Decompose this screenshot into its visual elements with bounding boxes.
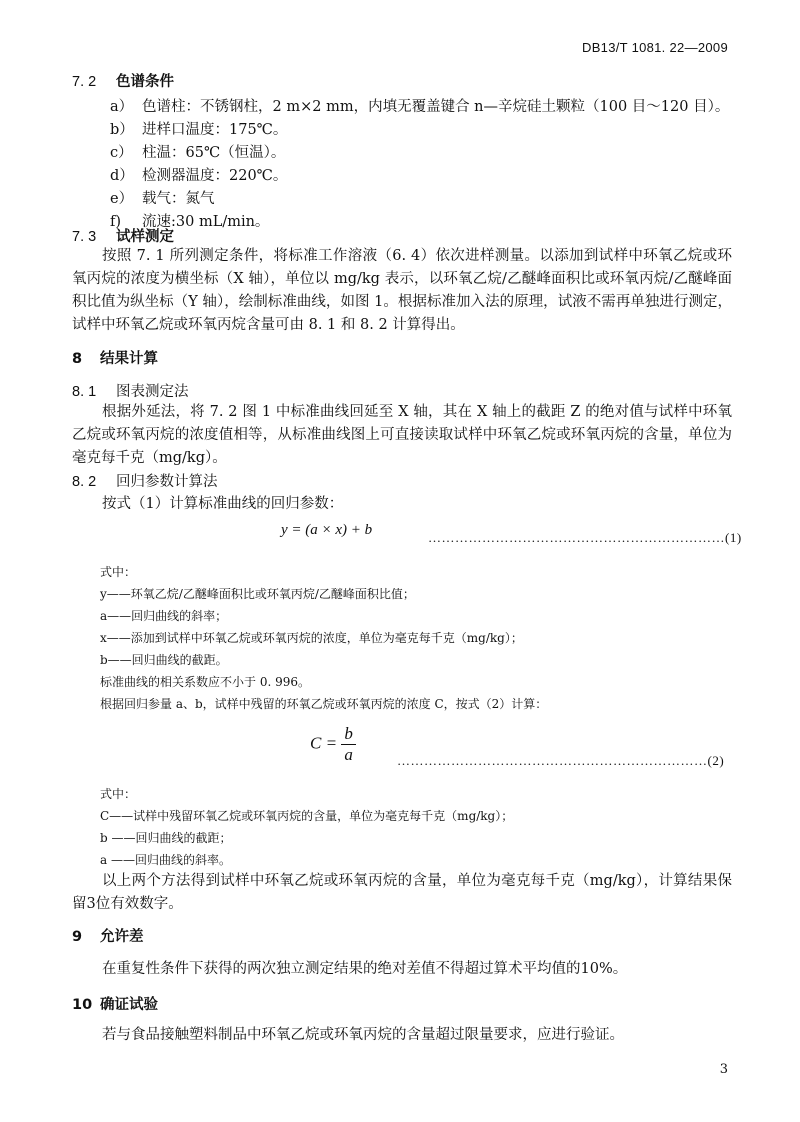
formula-1-number: …………………………………………………………(1) xyxy=(428,530,742,545)
section-title: 试样测定 xyxy=(116,229,174,245)
section-8-2-heading xyxy=(72,470,218,491)
list-item: a） 色谱柱：不锈钢柱，2 m×2 mm，内填无覆盖键合 n—辛烷硅土颗粒（100 目～120 目）。 xyxy=(110,99,730,115)
section-9-paragraph: 在重复性条件下获得的两次独立测定结果的绝对差值不得超过算术平均值的10%。 xyxy=(102,961,628,977)
section-title: 结果计算 xyxy=(100,351,158,367)
section-7-3-heading xyxy=(72,225,174,246)
where-label: 式中： xyxy=(100,787,137,801)
section-9-heading xyxy=(72,925,144,946)
section-title: 图表测定法 xyxy=(116,384,189,400)
formula-2 xyxy=(310,724,356,765)
formula-1: y = (a × x) + b xyxy=(281,522,373,538)
fraction-denominator: a xyxy=(344,745,353,764)
list-item: c） 柱温：65℃（恒温）。 xyxy=(110,145,286,161)
list-item: f) 流速:30 mL/min。 xyxy=(110,214,270,230)
list-item: b） 进样口温度：175℃。 xyxy=(110,122,288,138)
section-number: 9 xyxy=(72,929,83,945)
formula-intro: 按式（1）计算标准曲线的回归参数： xyxy=(102,496,344,512)
section-8-heading xyxy=(72,347,158,368)
section-title: 回归参数计算法 xyxy=(116,474,218,490)
definition-line: a ——回归曲线的斜率。 xyxy=(100,853,231,867)
section-number: 7. 3 xyxy=(72,229,97,245)
section-title: 允许差 xyxy=(100,929,144,945)
section-10-heading xyxy=(72,993,158,1014)
section-8-1-heading xyxy=(72,380,189,401)
section-number: 8 xyxy=(72,351,83,367)
formula-2-number: ……………………………………………………………(2) xyxy=(397,753,725,768)
definition-line: b ——回归曲线的截距； xyxy=(100,831,232,845)
definition-line: C——试样中残留环氧乙烷或环氧丙烷的含量，单位为毫克每千克（mg/kg）； xyxy=(100,809,514,823)
section-title: 确证试验 xyxy=(100,997,158,1013)
definition-line: b——回归曲线的截距。 xyxy=(100,653,228,667)
correlation-requirement: 标准曲线的相关系数应不小于 0. 996。 xyxy=(100,675,310,689)
formula-2-lhs: C = xyxy=(310,733,338,753)
list-item: e） 载气：氮气 xyxy=(110,191,215,207)
section-7-3-paragraph: 按照 7. 1 所列测定条件，将标准工作溶液（6. 4）依次进样测量。以添加到试样中环氧乙烷或环氧丙烷的浓度为横坐标（X 轴），单位以 mg/kg 表示，以环氧乙烷/乙醚峰面积比或环氧丙烷/乙醚峰面积比值为纵坐标（Y 轴），绘制标准曲线，如图 1。根据标准加入法的原理，试液不需再单独进行测定，试样中环氧乙烷或环氧丙烷含量可由 8. 1 和 8. 2 计算得出。 xyxy=(72,248,732,333)
section-number: 8. 1 xyxy=(72,384,97,400)
section-8-1-paragraph: 根据外延法，将 7. 2 图 1 中标准曲线回延至 X 轴，其在 X 轴上的截距 Z 的绝对值与试样中环氧乙烷或环氧丙烷的浓度值相等，从标准曲线图上可直接读取试样中环氧乙烷或环氧丙烷的含量，单位为毫克每千克（mg/kg）。 xyxy=(72,404,732,466)
fraction-numerator: b xyxy=(341,724,356,745)
list-item: d） 检测器温度：220℃。 xyxy=(110,168,288,184)
section-number: 8. 2 xyxy=(72,474,97,490)
formula-2-intro: 根据回归参量 a、b，试样中残留的环氧乙烷或环氧丙烷的浓度 C，按式（2）计算： xyxy=(100,697,548,711)
conclusion-paragraph: 以上两个方法得到试样中环氧乙烷或环氧丙烷的含量，单位为毫克每千克（mg/kg），计算结果保留3位有效数字。 xyxy=(72,873,732,912)
where-label: 式中： xyxy=(100,565,137,579)
definition-line: x——添加到试样中环氧乙烷或环氧丙烷的浓度，单位为毫克每千克（mg/kg）； xyxy=(100,631,523,645)
section-title: 色谱条件 xyxy=(116,74,174,90)
page-number: 3 xyxy=(719,1062,728,1077)
definition-line: y——环氧乙烷/乙醚峰面积比或环氧丙烷/乙醚峰面积比值； xyxy=(100,587,415,601)
section-number: 7. 2 xyxy=(72,74,97,90)
section-10-paragraph: 若与食品接触塑料制品中环氧乙烷或环氧丙烷的含量超过限量要求，应进行验证。 xyxy=(102,1027,624,1043)
document-code: DB13/T 1081. 22—2009 xyxy=(582,40,728,55)
section-7-2-heading xyxy=(72,70,174,91)
section-number: 10 xyxy=(72,997,93,1013)
definition-line: a——回归曲线的斜率； xyxy=(100,609,228,623)
fraction xyxy=(341,724,356,765)
